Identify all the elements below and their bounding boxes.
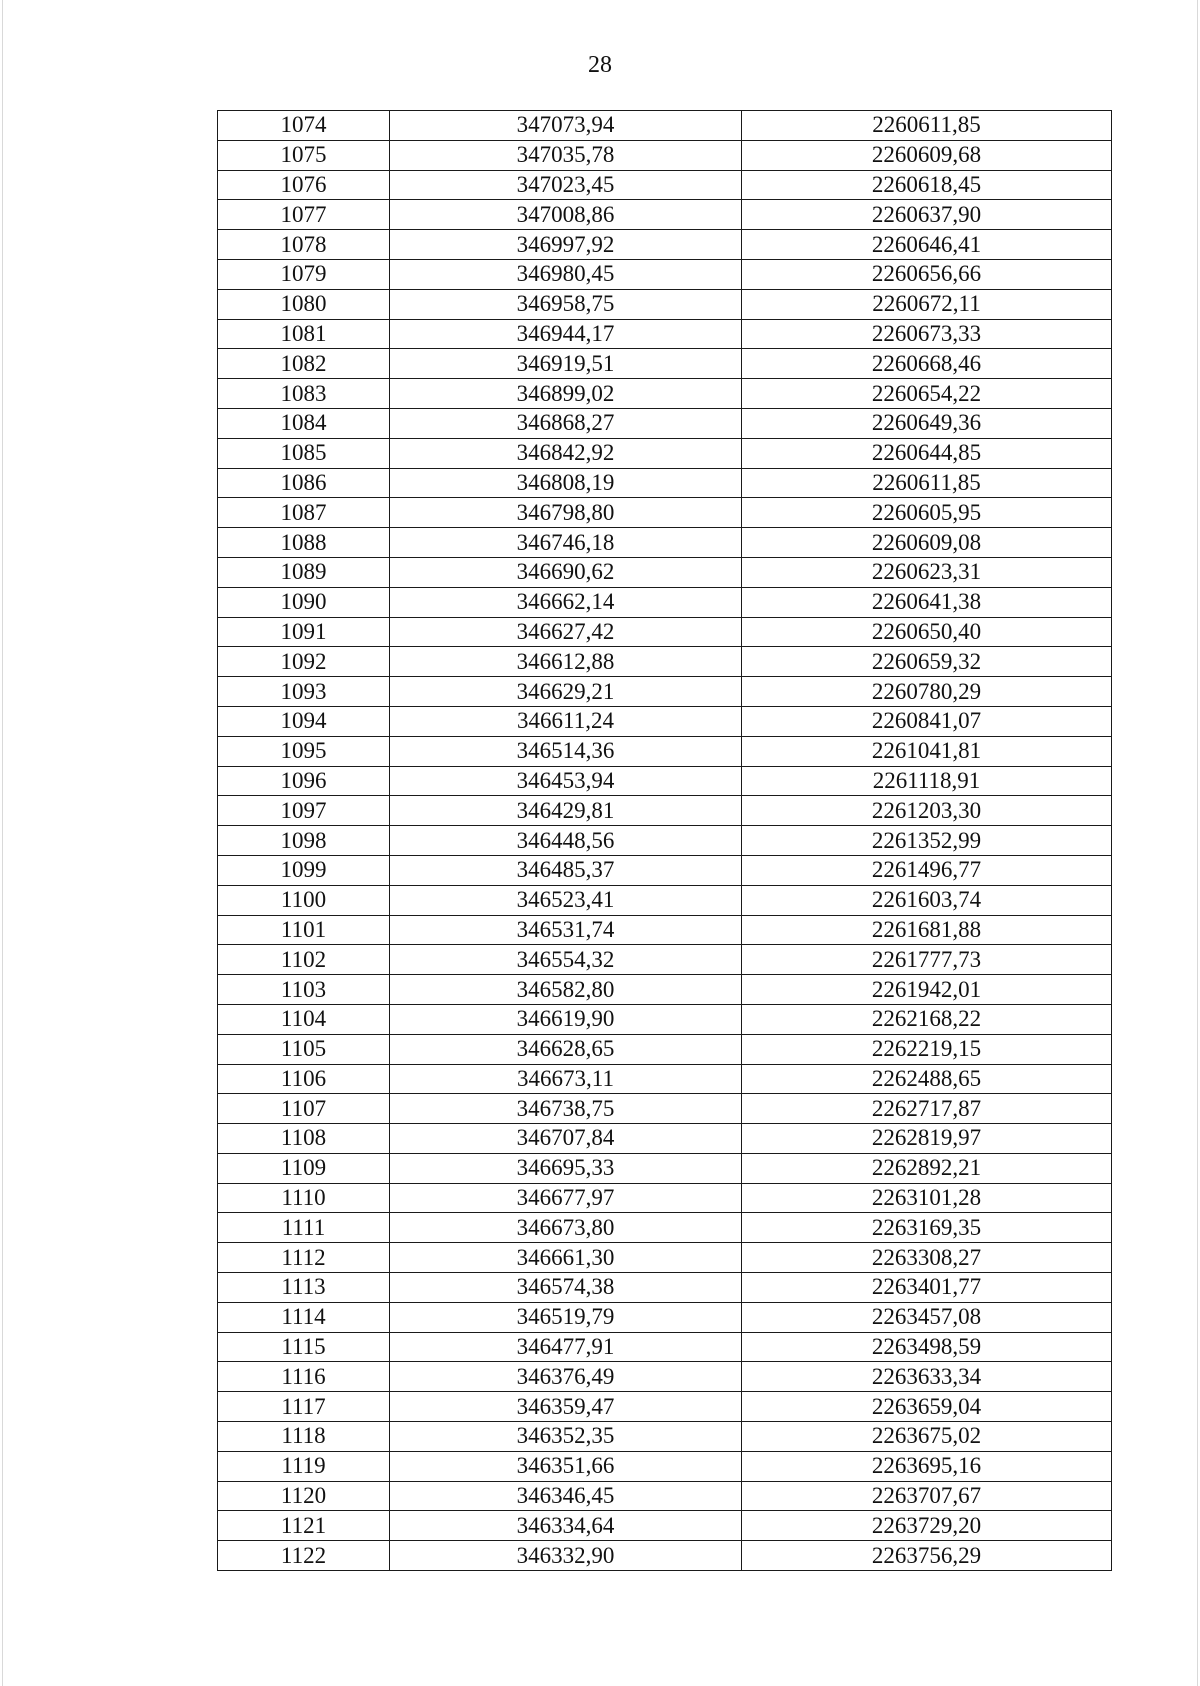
table-row [218,349,1112,379]
point-number-cell: 1077 [218,200,390,230]
y-coordinate-cell: 2263401,77 [742,1273,1112,1303]
x-coordinate-cell: 346997,92 [390,230,742,260]
point-number-cell: 1079 [218,259,390,289]
point-number-cell: 1121 [218,1511,390,1541]
x-coordinate-cell: 346944,17 [390,319,742,349]
x-coordinate-cell: 347008,86 [390,200,742,230]
table-row [218,1124,1112,1154]
x-coordinate-cell: 346582,80 [390,975,742,1005]
point-number-cell: 1115 [218,1332,390,1362]
point-number-cell: 1098 [218,826,390,856]
table-row [218,1332,1112,1362]
table-row [218,170,1112,200]
point-number-cell: 1096 [218,766,390,796]
point-number-cell: 1078 [218,230,390,260]
table-row [218,1273,1112,1303]
table-row [218,1094,1112,1124]
y-coordinate-cell: 2260841,07 [742,706,1112,736]
point-number-cell: 1112 [218,1243,390,1273]
y-coordinate-cell: 2260611,85 [742,111,1112,141]
x-coordinate-cell: 346673,80 [390,1213,742,1243]
point-number-cell: 1110 [218,1183,390,1213]
y-coordinate-cell: 2263695,16 [742,1451,1112,1481]
x-coordinate-cell: 346429,81 [390,796,742,826]
x-coordinate-cell: 346662,14 [390,587,742,617]
x-coordinate-cell: 346842,92 [390,438,742,468]
coordinates-table-body [218,111,1112,1571]
table-row [218,1392,1112,1422]
table-row [218,140,1112,170]
point-number-cell: 1074 [218,111,390,141]
table-row [218,468,1112,498]
table-row [218,1064,1112,1094]
y-coordinate-cell: 2260609,08 [742,528,1112,558]
table-row [218,319,1112,349]
y-coordinate-cell: 2263675,02 [742,1422,1112,1452]
point-number-cell: 1094 [218,706,390,736]
point-number-cell: 1076 [218,170,390,200]
point-number-cell: 1089 [218,557,390,587]
point-number-cell: 1117 [218,1392,390,1422]
x-coordinate-cell: 346673,11 [390,1064,742,1094]
x-coordinate-cell: 346611,24 [390,706,742,736]
point-number-cell: 1122 [218,1541,390,1571]
point-number-cell: 1082 [218,349,390,379]
table-row [218,855,1112,885]
point-number-cell: 1114 [218,1302,390,1332]
table-row [218,1034,1112,1064]
table-row [218,945,1112,975]
table-row [218,289,1112,319]
point-number-cell: 1083 [218,379,390,409]
scan-edge-left [2,0,3,1686]
point-number-cell: 1111 [218,1213,390,1243]
x-coordinate-cell: 346485,37 [390,855,742,885]
x-coordinate-cell: 346738,75 [390,1094,742,1124]
y-coordinate-cell: 2261352,99 [742,826,1112,856]
y-coordinate-cell: 2260646,41 [742,230,1112,260]
y-coordinate-cell: 2263707,67 [742,1481,1112,1511]
table-row [218,885,1112,915]
table-row [218,1451,1112,1481]
table-row [218,1481,1112,1511]
x-coordinate-cell: 346808,19 [390,468,742,498]
point-number-cell: 1105 [218,1034,390,1064]
point-number-cell: 1113 [218,1273,390,1303]
y-coordinate-cell: 2262819,97 [742,1124,1112,1154]
x-coordinate-cell: 346477,91 [390,1332,742,1362]
point-number-cell: 1116 [218,1362,390,1392]
table-row [218,766,1112,796]
point-number-cell: 1090 [218,587,390,617]
x-coordinate-cell: 346868,27 [390,408,742,438]
y-coordinate-cell: 2260656,66 [742,259,1112,289]
table-row [218,1511,1112,1541]
x-coordinate-cell: 346980,45 [390,259,742,289]
y-coordinate-cell: 2260780,29 [742,677,1112,707]
table-row [218,647,1112,677]
x-coordinate-cell: 346628,65 [390,1034,742,1064]
point-number-cell: 1118 [218,1422,390,1452]
point-number-cell: 1091 [218,617,390,647]
x-coordinate-cell: 346514,36 [390,736,742,766]
x-coordinate-cell: 346677,97 [390,1183,742,1213]
table-row [218,557,1112,587]
table-row [218,1541,1112,1571]
table-row [218,826,1112,856]
y-coordinate-cell: 2260641,38 [742,587,1112,617]
y-coordinate-cell: 2260605,95 [742,498,1112,528]
point-number-cell: 1088 [218,528,390,558]
x-coordinate-cell: 346746,18 [390,528,742,558]
y-coordinate-cell: 2261942,01 [742,975,1112,1005]
point-number-cell: 1103 [218,975,390,1005]
y-coordinate-cell: 2260659,32 [742,647,1112,677]
y-coordinate-cell: 2260673,33 [742,319,1112,349]
x-coordinate-cell: 346627,42 [390,617,742,647]
y-coordinate-cell: 2260649,36 [742,408,1112,438]
x-coordinate-cell: 346695,33 [390,1153,742,1183]
point-number-cell: 1087 [218,498,390,528]
y-coordinate-cell: 2261118,91 [742,766,1112,796]
y-coordinate-cell: 2261681,88 [742,915,1112,945]
point-number-cell: 1093 [218,677,390,707]
point-number-cell: 1104 [218,1004,390,1034]
point-number-cell: 1120 [218,1481,390,1511]
table-row [218,975,1112,1005]
y-coordinate-cell: 2260654,22 [742,379,1112,409]
point-number-cell: 1092 [218,647,390,677]
point-number-cell: 1085 [218,438,390,468]
x-coordinate-cell: 346453,94 [390,766,742,796]
table-row [218,587,1112,617]
table-row [218,1004,1112,1034]
point-number-cell: 1108 [218,1124,390,1154]
y-coordinate-cell: 2260650,40 [742,617,1112,647]
y-coordinate-cell: 2260672,11 [742,289,1112,319]
table-row [218,230,1112,260]
x-coordinate-cell: 346334,64 [390,1511,742,1541]
x-coordinate-cell: 346554,32 [390,945,742,975]
x-coordinate-cell: 347073,94 [390,111,742,141]
table-row [218,736,1112,766]
x-coordinate-cell: 346798,80 [390,498,742,528]
point-number-cell: 1100 [218,885,390,915]
point-number-cell: 1075 [218,140,390,170]
x-coordinate-cell: 347035,78 [390,140,742,170]
scan-edge-right [1197,0,1198,1686]
table-row [218,498,1112,528]
point-number-cell: 1106 [218,1064,390,1094]
point-number-cell: 1107 [218,1094,390,1124]
x-coordinate-cell: 346351,66 [390,1451,742,1481]
table-row [218,1153,1112,1183]
x-coordinate-cell: 346629,21 [390,677,742,707]
y-coordinate-cell: 2263169,35 [742,1213,1112,1243]
x-coordinate-cell: 346332,90 [390,1541,742,1571]
point-number-cell: 1095 [218,736,390,766]
table-row [218,617,1112,647]
point-number-cell: 1097 [218,796,390,826]
y-coordinate-cell: 2263457,08 [742,1302,1112,1332]
table-row [218,1243,1112,1273]
table-row [218,408,1112,438]
point-number-cell: 1084 [218,408,390,438]
table-row [218,528,1112,558]
table-row [218,379,1112,409]
y-coordinate-cell: 2260623,31 [742,557,1112,587]
y-coordinate-cell: 2263729,20 [742,1511,1112,1541]
x-coordinate-cell: 346619,90 [390,1004,742,1034]
y-coordinate-cell: 2260618,45 [742,170,1112,200]
y-coordinate-cell: 2260644,85 [742,438,1112,468]
y-coordinate-cell: 2263101,28 [742,1183,1112,1213]
x-coordinate-cell: 346919,51 [390,349,742,379]
y-coordinate-cell: 2263308,27 [742,1243,1112,1273]
table-row [218,1302,1112,1332]
table-row [218,796,1112,826]
point-number-cell: 1109 [218,1153,390,1183]
x-coordinate-cell: 346958,75 [390,289,742,319]
y-coordinate-cell: 2260668,46 [742,349,1112,379]
table-row [218,1422,1112,1452]
table-row [218,438,1112,468]
y-coordinate-cell: 2260637,90 [742,200,1112,230]
x-coordinate-cell: 347023,45 [390,170,742,200]
x-coordinate-cell: 346690,62 [390,557,742,587]
table-row [218,200,1112,230]
y-coordinate-cell: 2261041,81 [742,736,1112,766]
y-coordinate-cell: 2261603,74 [742,885,1112,915]
x-coordinate-cell: 346376,49 [390,1362,742,1392]
y-coordinate-cell: 2262219,15 [742,1034,1112,1064]
y-coordinate-cell: 2260611,85 [742,468,1112,498]
x-coordinate-cell: 346523,41 [390,885,742,915]
point-number-cell: 1119 [218,1451,390,1481]
y-coordinate-cell: 2263498,59 [742,1332,1112,1362]
point-number-cell: 1086 [218,468,390,498]
point-number-cell: 1099 [218,855,390,885]
table-row [218,706,1112,736]
x-coordinate-cell: 346661,30 [390,1243,742,1273]
y-coordinate-cell: 2261496,77 [742,855,1112,885]
x-coordinate-cell: 346707,84 [390,1124,742,1154]
x-coordinate-cell: 346574,38 [390,1273,742,1303]
table-row [218,111,1112,141]
y-coordinate-cell: 2262717,87 [742,1094,1112,1124]
y-coordinate-cell: 2262488,65 [742,1064,1112,1094]
y-coordinate-cell: 2263659,04 [742,1392,1112,1422]
table-row [218,1183,1112,1213]
table-row [218,259,1112,289]
table-row [218,677,1112,707]
x-coordinate-cell: 346448,56 [390,826,742,856]
y-coordinate-cell: 2261777,73 [742,945,1112,975]
y-coordinate-cell: 2261203,30 [742,796,1112,826]
y-coordinate-cell: 2260609,68 [742,140,1112,170]
coordinates-table [217,110,1112,1571]
x-coordinate-cell: 346346,45 [390,1481,742,1511]
table-row [218,915,1112,945]
x-coordinate-cell: 346352,35 [390,1422,742,1452]
y-coordinate-cell: 2263633,34 [742,1362,1112,1392]
x-coordinate-cell: 346519,79 [390,1302,742,1332]
y-coordinate-cell: 2263756,29 [742,1541,1112,1571]
point-number-cell: 1081 [218,319,390,349]
y-coordinate-cell: 2262168,22 [742,1004,1112,1034]
table-row [218,1362,1112,1392]
x-coordinate-cell: 346899,02 [390,379,742,409]
y-coordinate-cell: 2262892,21 [742,1153,1112,1183]
x-coordinate-cell: 346359,47 [390,1392,742,1422]
table-row [218,1213,1112,1243]
point-number-cell: 1080 [218,289,390,319]
x-coordinate-cell: 346612,88 [390,647,742,677]
point-number-cell: 1102 [218,945,390,975]
point-number-cell: 1101 [218,915,390,945]
x-coordinate-cell: 346531,74 [390,915,742,945]
page-number: 28 [588,52,612,78]
